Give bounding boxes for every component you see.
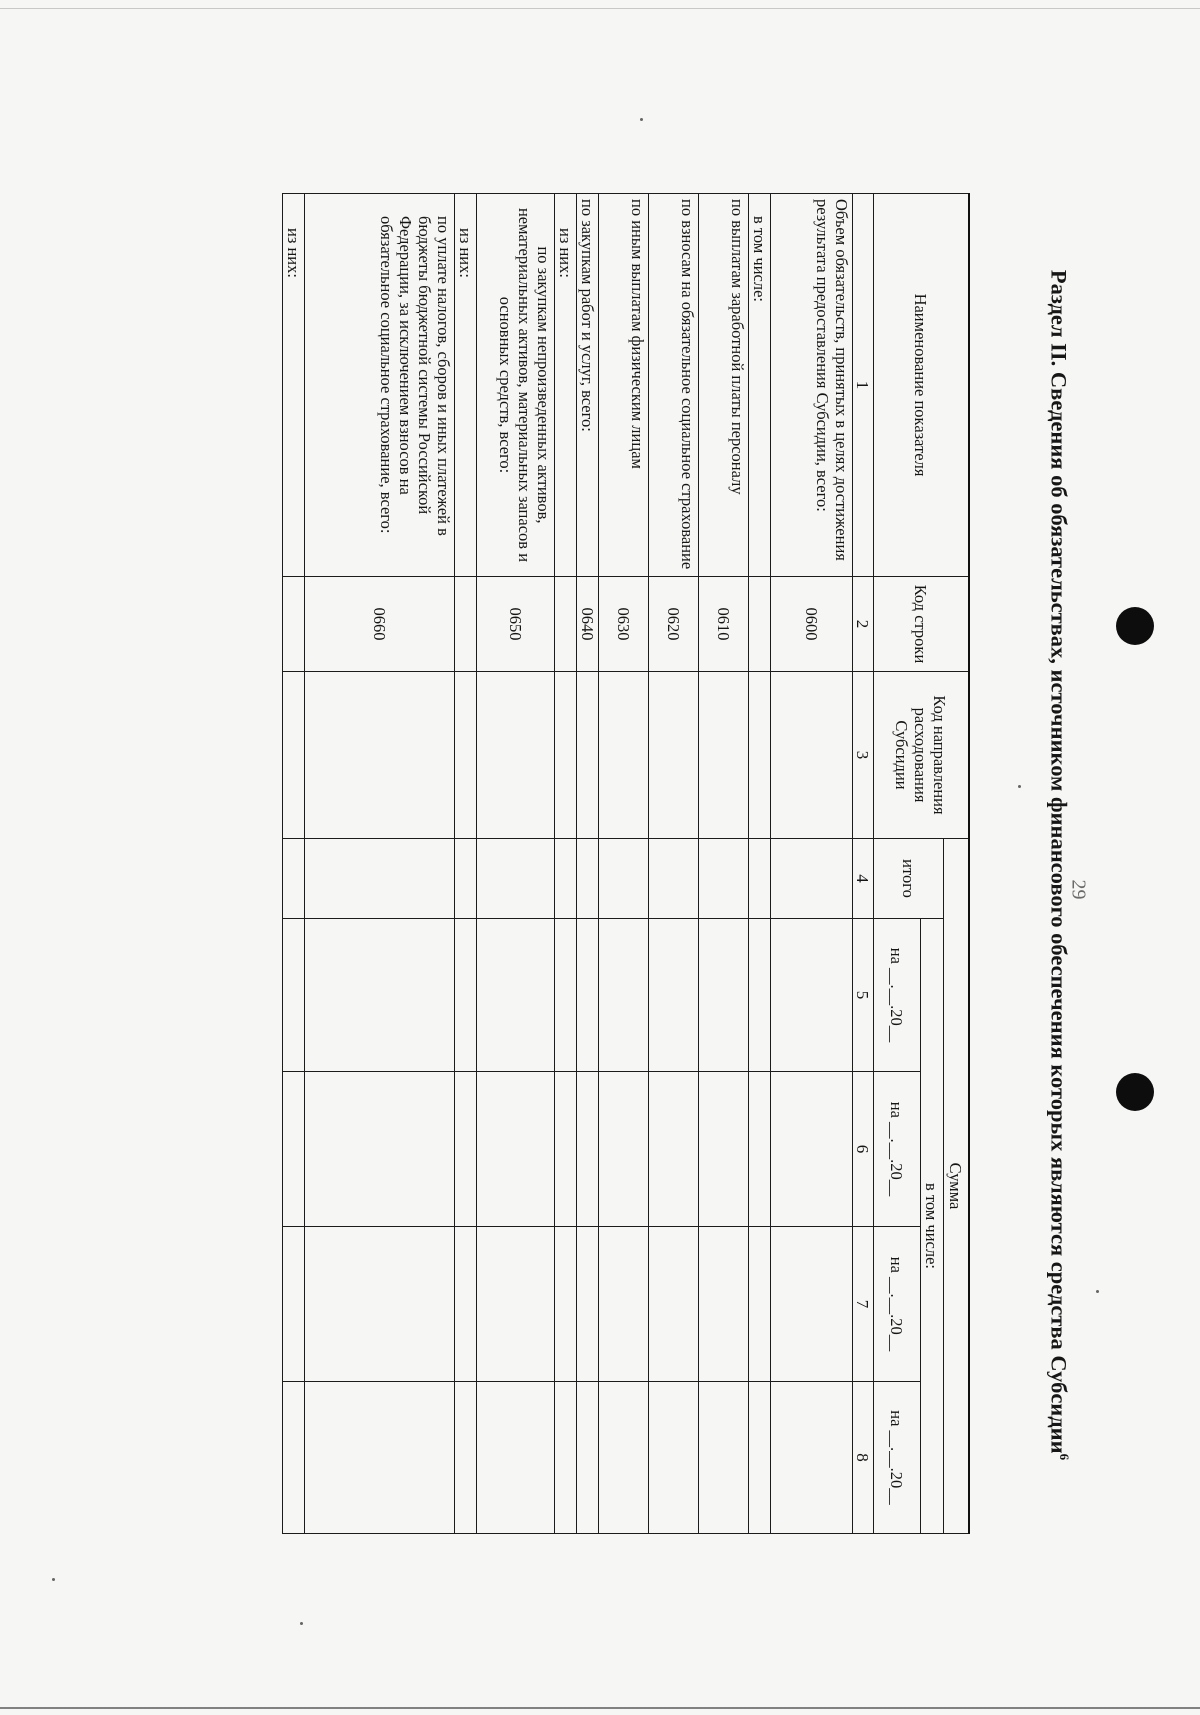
row-code: 0610 <box>699 577 749 672</box>
cell-sum[interactable] <box>771 919 853 1072</box>
row-code: 0620 <box>649 577 699 672</box>
cell-sum[interactable] <box>699 1382 749 1534</box>
cell-sum[interactable] <box>555 1072 577 1227</box>
row-code: 0630 <box>599 577 649 672</box>
row-name: по уплате налогов, сборов и иных платежей в бюджеты бюджетной системы Российской Федерации, за исключением взносов на обязательное социальное страхование, всего: <box>305 194 455 577</box>
header-period: на __.__.20__ <box>874 919 921 1072</box>
cell-direction-code[interactable] <box>455 672 477 839</box>
cell-sum[interactable] <box>599 1227 649 1382</box>
scan-speck <box>52 1578 55 1581</box>
cell-sum[interactable] <box>749 919 771 1072</box>
header-direction-code: Код направления расходования Субсидии <box>874 672 970 839</box>
cell-sum[interactable] <box>649 1382 699 1534</box>
cell-direction-code[interactable] <box>599 672 649 839</box>
header-sum: Сумма <box>944 839 970 1534</box>
cell-direction-code[interactable] <box>555 672 577 839</box>
scan-speck <box>300 1622 303 1625</box>
row-code: 0650 <box>477 577 555 672</box>
obligations-table <box>282 193 970 1534</box>
header-period: на __.__.20__ <box>874 1227 921 1382</box>
column-number: 1 <box>853 194 874 577</box>
row-name: по взносам на обязательное социальное страхование <box>649 194 699 577</box>
cell-sum[interactable] <box>649 1227 699 1382</box>
cell-sum[interactable] <box>771 1382 853 1534</box>
cell-sum[interactable] <box>577 919 599 1072</box>
cell-sum[interactable] <box>455 919 477 1072</box>
cell-sum[interactable] <box>477 1382 555 1534</box>
cell-sum[interactable] <box>283 1072 305 1227</box>
header-including: в том числе: <box>921 919 944 1534</box>
row-name: Объем обязательств, принятых в целях достижения результата предоставления Субсидии, всего: <box>771 194 853 577</box>
cell-total[interactable] <box>283 839 305 919</box>
cell-sum[interactable] <box>649 1072 699 1227</box>
table-row <box>477 194 555 1534</box>
table-row <box>771 194 853 1534</box>
cell-direction-code[interactable] <box>649 672 699 839</box>
row-code <box>749 577 771 672</box>
footnote-marker: 6 <box>1057 1453 1072 1461</box>
cell-sum[interactable] <box>283 1382 305 1534</box>
row-name: из них: <box>455 194 477 577</box>
cell-direction-code[interactable] <box>771 672 853 839</box>
cell-sum[interactable] <box>305 1382 455 1534</box>
cell-sum[interactable] <box>477 919 555 1072</box>
column-number: 3 <box>853 672 874 839</box>
row-name: по выплатам заработной платы персоналу <box>699 194 749 577</box>
cell-sum[interactable] <box>477 1227 555 1382</box>
scan-speck <box>1096 1290 1099 1293</box>
scan-edge-top <box>0 8 1200 9</box>
cell-sum[interactable] <box>771 1072 853 1227</box>
scan-speck <box>640 118 643 121</box>
cell-total[interactable] <box>555 839 577 919</box>
table-row <box>283 194 305 1534</box>
header-row-code: Код строки <box>874 577 970 672</box>
cell-sum[interactable] <box>283 919 305 1072</box>
cell-sum[interactable] <box>599 1072 649 1227</box>
cell-total[interactable] <box>577 839 599 919</box>
cell-direction-code[interactable] <box>749 672 771 839</box>
cell-sum[interactable] <box>749 1072 771 1227</box>
header-period: на __.__.20__ <box>874 1072 921 1227</box>
cell-direction-code[interactable] <box>477 672 555 839</box>
cell-total[interactable] <box>649 839 699 919</box>
table-row <box>649 194 699 1534</box>
row-code: 0640 <box>577 577 599 672</box>
cell-total[interactable] <box>771 839 853 919</box>
cell-sum[interactable] <box>649 919 699 1072</box>
cell-direction-code[interactable] <box>699 672 749 839</box>
cell-total[interactable] <box>455 839 477 919</box>
row-name: по иным выплатам физическим лицам <box>599 194 649 577</box>
cell-sum[interactable] <box>305 1072 455 1227</box>
cell-sum[interactable] <box>305 1227 455 1382</box>
cell-sum[interactable] <box>599 919 649 1072</box>
row-name: из них: <box>283 194 305 577</box>
cell-sum[interactable] <box>305 919 455 1072</box>
cell-sum[interactable] <box>699 1072 749 1227</box>
cell-sum[interactable] <box>599 1382 649 1534</box>
cell-sum[interactable] <box>477 1072 555 1227</box>
table-row <box>749 194 771 1534</box>
column-number: 4 <box>853 839 874 919</box>
cell-total[interactable] <box>699 839 749 919</box>
header-period: на __.__.20__ <box>874 1382 921 1534</box>
cell-sum[interactable] <box>699 1227 749 1382</box>
punch-hole-icon <box>1116 1073 1154 1111</box>
row-code <box>555 577 577 672</box>
cell-sum[interactable] <box>555 1382 577 1534</box>
header-name: Наименование показателя <box>874 194 970 577</box>
table-row <box>555 194 577 1534</box>
row-name: из них: <box>555 194 577 577</box>
cell-sum[interactable] <box>749 1227 771 1382</box>
page-number: 29 <box>1067 879 1090 900</box>
cell-sum[interactable] <box>283 1227 305 1382</box>
row-name: по закупкам непроизведенных активов, нематериальных активов, материальных запасов и основных средств, всего: <box>477 194 555 577</box>
row-name: по закупкам работ и услуг, всего: <box>577 194 599 577</box>
cell-direction-code[interactable] <box>283 672 305 839</box>
column-number: 7 <box>853 1227 874 1382</box>
column-number: 6 <box>853 1072 874 1227</box>
column-number: 5 <box>853 919 874 1072</box>
section-title <box>1046 265 1081 1465</box>
cell-total[interactable] <box>477 839 555 919</box>
cell-direction-code[interactable] <box>577 672 599 839</box>
row-code <box>283 577 305 672</box>
row-name: в том числе: <box>749 194 771 577</box>
cell-sum[interactable] <box>555 919 577 1072</box>
cell-sum[interactable] <box>749 1382 771 1534</box>
column-number: 8 <box>853 1382 874 1534</box>
table-row <box>699 194 749 1534</box>
row-code: 0600 <box>771 577 853 672</box>
table-row <box>599 194 649 1534</box>
cell-total[interactable] <box>305 839 455 919</box>
cell-sum[interactable] <box>699 919 749 1072</box>
cell-sum[interactable] <box>555 1227 577 1382</box>
table-row <box>305 194 455 1534</box>
row-code <box>455 577 477 672</box>
cell-direction-code[interactable] <box>305 672 455 839</box>
cell-total[interactable] <box>599 839 649 919</box>
table-row <box>577 194 599 1534</box>
cell-sum[interactable] <box>577 1227 599 1382</box>
cell-sum[interactable] <box>577 1382 599 1534</box>
table-row <box>455 194 477 1534</box>
cell-sum[interactable] <box>455 1072 477 1227</box>
cell-sum[interactable] <box>577 1072 599 1227</box>
cell-total[interactable] <box>749 839 771 919</box>
section-title-text: Раздел II. Сведения об обязательствах, источником финансового обеспечения которых являются средства Субсидии <box>1046 269 1072 1454</box>
punch-hole-icon <box>1116 607 1154 645</box>
header-total: итого <box>874 839 944 919</box>
column-number: 2 <box>853 577 874 672</box>
row-code: 0660 <box>305 577 455 672</box>
cell-sum[interactable] <box>771 1227 853 1382</box>
cell-sum[interactable] <box>455 1227 477 1382</box>
rotated-document <box>60 200 1080 1530</box>
scan-edge-bottom <box>0 1707 1200 1709</box>
cell-sum[interactable] <box>455 1382 477 1534</box>
